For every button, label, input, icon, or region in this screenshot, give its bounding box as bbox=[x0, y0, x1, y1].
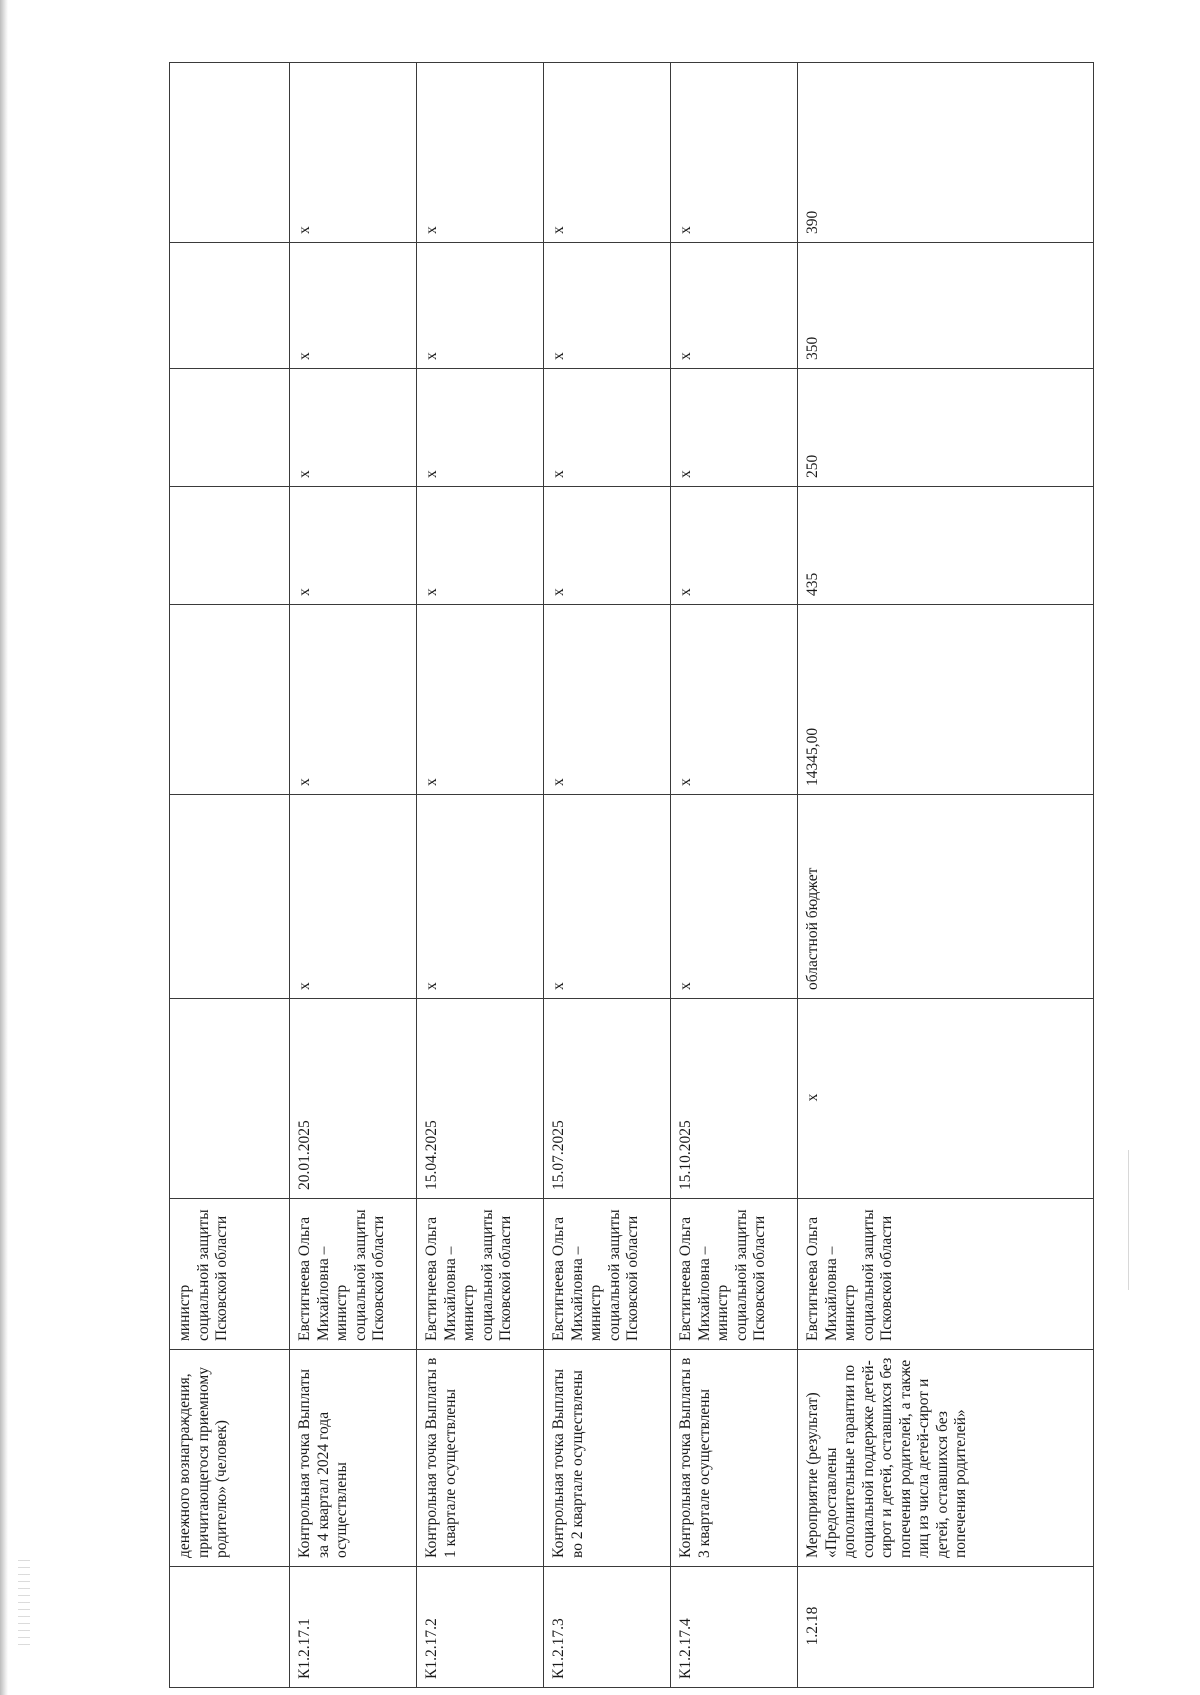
row-name: Контрольная точка Выплаты за 4 квартал 2024 года осуществлены bbox=[290, 1350, 417, 1567]
table-row bbox=[290, 63, 417, 1688]
table-row bbox=[544, 63, 671, 1688]
row-source: х bbox=[290, 795, 417, 999]
row-id bbox=[170, 1567, 290, 1688]
row-id: К1.2.17.4 bbox=[671, 1567, 798, 1688]
row-2028: х bbox=[417, 63, 544, 243]
row-date: 20.01.2025 bbox=[290, 999, 417, 1199]
row-2028 bbox=[170, 63, 290, 243]
row-source: х bbox=[417, 795, 544, 999]
row-responsible: Евстигнеева Ольга Михайловна – министр социальной защиты Псковской области bbox=[544, 1199, 671, 1350]
row-source bbox=[170, 795, 290, 999]
row-2027: х bbox=[290, 243, 417, 369]
row-2026: х bbox=[417, 369, 544, 487]
row-total: х bbox=[417, 605, 544, 795]
row-2026: 250 bbox=[798, 369, 1094, 487]
row-date: 15.07.2025 bbox=[544, 999, 671, 1199]
row-date: 15.10.2025 bbox=[671, 999, 798, 1199]
row-responsible: Евстигнеева Ольга Михайловна – министр социальной защиты Псковской области bbox=[671, 1199, 798, 1350]
row-2025 bbox=[170, 487, 290, 605]
row-id: К1.2.17.3 bbox=[544, 1567, 671, 1688]
row-2026: х bbox=[290, 369, 417, 487]
row-2028: 390 bbox=[798, 63, 1094, 243]
row-id: К1.2.17.2 bbox=[417, 1567, 544, 1688]
row-date: х bbox=[798, 999, 1094, 1199]
row-name: Мероприятие (результат) «Предоставлены дополнительные гарантии по социальной поддержке детей-сирот и детей, оставшихся без попечения родителей, а также лиц из числа детей-сирот и детей, оставшихся без попечения родителей» bbox=[798, 1350, 1094, 1567]
row-total: 14345,00 bbox=[798, 605, 1094, 795]
row-name: Контрольная точка Выплаты во 2 квартале осуществлены bbox=[544, 1350, 671, 1567]
row-responsible: Евстигнеева Ольга Михайловна – министр социальной защиты Псковской области bbox=[417, 1199, 544, 1350]
table-row bbox=[798, 63, 1094, 1688]
row-2028: х bbox=[544, 63, 671, 243]
row-2027: х bbox=[671, 243, 798, 369]
row-id: К1.2.17.1 bbox=[290, 1567, 417, 1688]
row-total: х bbox=[671, 605, 798, 795]
row-2027: х bbox=[417, 243, 544, 369]
row-2025: х bbox=[417, 487, 544, 605]
row-responsible: Евстигнеева Ольга Михайловна – министр социальной защиты Псковской области bbox=[290, 1199, 417, 1350]
row-name: Контрольная точка Выплаты в 1 квартале осуществлены bbox=[417, 1350, 544, 1567]
row-source: х bbox=[671, 795, 798, 999]
row-date: 15.04.2025 bbox=[417, 999, 544, 1199]
row-2025: х bbox=[671, 487, 798, 605]
scan-left-edge bbox=[0, 0, 8, 1695]
scan-specks bbox=[18, 1560, 30, 1650]
row-source: х bbox=[544, 795, 671, 999]
rotated-page bbox=[169, 63, 1093, 1688]
row-id: 1.2.18 bbox=[798, 1567, 1094, 1688]
row-total: х bbox=[290, 605, 417, 795]
row-2027 bbox=[170, 243, 290, 369]
row-responsible: министр социальной защиты Псковской области bbox=[170, 1199, 290, 1350]
row-2025: х bbox=[544, 487, 671, 605]
table-row bbox=[170, 63, 290, 1688]
row-date bbox=[170, 999, 290, 1199]
row-2028: х bbox=[290, 63, 417, 243]
scan-right-mark bbox=[1128, 1150, 1129, 1290]
row-name: Контрольная точка Выплаты в 3 квартале осуществлены bbox=[671, 1350, 798, 1567]
row-2026 bbox=[170, 369, 290, 487]
table-row bbox=[671, 63, 798, 1688]
row-source: областной бюджет bbox=[798, 795, 1094, 999]
row-2025: х bbox=[290, 487, 417, 605]
row-2026: х bbox=[671, 369, 798, 487]
row-2026: х bbox=[544, 369, 671, 487]
row-2028: х bbox=[671, 63, 798, 243]
row-2027: 350 bbox=[798, 243, 1094, 369]
row-name: денежного вознаграждения, причитающегося приемному родителю» (человек) bbox=[170, 1350, 290, 1567]
table-row bbox=[417, 63, 544, 1688]
row-total: х bbox=[544, 605, 671, 795]
row-total bbox=[170, 605, 290, 795]
row-responsible: Евстигнеева Ольга Михайловна – министр социальной защиты Псковской области bbox=[798, 1199, 1094, 1350]
row-2025: 435 bbox=[798, 487, 1094, 605]
plan-table bbox=[169, 62, 1094, 1688]
row-2027: х bbox=[544, 243, 671, 369]
